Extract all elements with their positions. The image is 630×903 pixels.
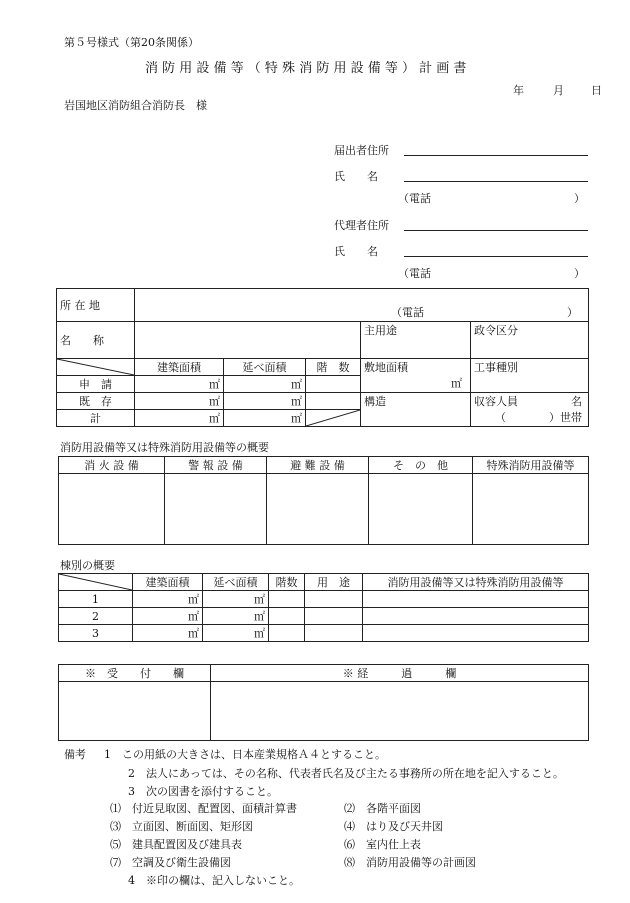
progress-field	[211, 682, 589, 741]
date-day-label: 日	[591, 84, 602, 97]
row-label-application: 申 請	[57, 376, 135, 393]
existing-floors[interactable]	[306, 393, 361, 410]
row-label-total: 計	[57, 410, 135, 427]
application-floors[interactable]	[306, 376, 361, 393]
col-floors: 階 数	[306, 359, 361, 376]
other-field[interactable]	[369, 474, 473, 545]
special-equipment-field[interactable]	[473, 474, 589, 545]
application-floor-area[interactable]: ㎡	[224, 376, 306, 393]
detail-row-label: 2	[59, 608, 133, 625]
district-label: 政令区分	[471, 322, 589, 359]
col-evacuation: 避 難 設 備	[267, 457, 369, 474]
date-year-label: 年	[513, 84, 524, 97]
note-item: 2 法人にあっては、その名称、代表者氏名及び主たる事務所の所在地を記入すること。	[128, 767, 564, 780]
detail-col-floor-area: 延べ面積	[203, 574, 269, 591]
application-building-area[interactable]: ㎡	[135, 376, 224, 393]
attachment-item: ⑹ 室内仕上表	[344, 838, 421, 851]
construction-type-label: 工事種別	[471, 359, 589, 393]
col-floor-area: 延べ面積	[224, 359, 306, 376]
households-open: （	[495, 411, 506, 424]
detail-floors[interactable]	[269, 591, 305, 608]
location-phone-close: ）	[567, 306, 579, 319]
equipment-heading: 消防用設備等又は特殊消防用設備等の概要	[60, 441, 269, 454]
detail-floors[interactable]	[269, 625, 305, 642]
agent-address-label: 代理者住所	[334, 219, 389, 232]
location-phone-label: （電話	[391, 306, 424, 319]
applicant-phone-label: （電話	[398, 192, 431, 205]
agent-name-label: 氏 名	[334, 245, 378, 258]
detail-floor-area[interactable]: ㎡	[203, 591, 269, 608]
detail-floor-area[interactable]: ㎡	[203, 625, 269, 642]
site-area-cell[interactable]	[361, 359, 471, 393]
capacity-label: 収容人員	[474, 395, 518, 408]
detail-use[interactable]	[305, 608, 363, 625]
households-close: ）世帯	[549, 411, 583, 424]
attachment-item: ⑴ 付近見取図、配置図、面積計算書	[110, 802, 297, 815]
detail-diagonal-cell	[59, 574, 133, 591]
capacity-cell[interactable]	[471, 393, 589, 427]
detail-row-label: 3	[59, 625, 133, 642]
office-use-table	[58, 664, 589, 741]
note-item: 3 次の図書を添付すること。	[128, 785, 278, 798]
attachment-item: ⑺ 空調及び衛生設備図	[110, 856, 231, 869]
detail-col-use: 用 途	[305, 574, 363, 591]
col-building-area: 建築面積	[135, 359, 224, 376]
detail-col-equipment: 消防用設備等又は特殊消防用設備等	[363, 574, 589, 591]
location-field[interactable]	[135, 289, 589, 322]
notes-label: 備考	[64, 748, 86, 761]
applicant-name-label: 氏 名	[334, 170, 378, 183]
detail-row-label: 1	[59, 591, 133, 608]
note-item: 4 ※印の欄は、記入しないこと。	[128, 874, 300, 887]
applicant-address-field[interactable]	[404, 155, 588, 156]
form-number: 第５号様式（第20条関係）	[64, 36, 199, 49]
total-floors-diagonal	[306, 410, 361, 427]
structure-label: 構造	[361, 393, 471, 427]
detail-floor-area[interactable]: ㎡	[203, 608, 269, 625]
facility-name-label: 名 称	[57, 322, 135, 359]
detail-equipment[interactable]	[363, 625, 589, 642]
col-alarm: 警 報 設 備	[165, 457, 267, 474]
applicant-name-field[interactable]	[404, 181, 588, 182]
note-item: 1 この用紙の大きさは、日本産業規格Ａ４とすること。	[104, 748, 386, 761]
attachment-item: ⑷ はり及び天井図	[344, 820, 443, 833]
detail-col-building-area: 建築面積	[133, 574, 203, 591]
existing-building-area[interactable]: ㎡	[135, 393, 224, 410]
total-floor-area[interactable]: ㎡	[224, 410, 306, 427]
applicant-phone-close: ）	[574, 192, 585, 205]
detail-floors[interactable]	[269, 608, 305, 625]
receipt-field	[59, 682, 211, 741]
building-info-table	[56, 288, 589, 427]
capacity-unit: 名	[571, 395, 583, 408]
fire-extinguishing-field[interactable]	[59, 474, 165, 545]
evacuation-field[interactable]	[267, 474, 369, 545]
progress-column-header: ※ 経 過 欄	[211, 665, 589, 682]
existing-floor-area[interactable]: ㎡	[224, 393, 306, 410]
applicant-address-label: 届出者住所	[334, 144, 389, 157]
building-detail-table	[58, 573, 589, 642]
page-title: 消 防 用 設 備 等 （ 特 殊 消 防 用 設 備 等 ） 計 画 書	[145, 61, 467, 76]
col-other: そ の 他	[369, 457, 473, 474]
agent-address-field[interactable]	[404, 230, 588, 231]
diagonal-line	[57, 359, 134, 375]
site-area-label: 敷地面積	[364, 361, 408, 374]
diagonal-line	[306, 410, 360, 426]
alarm-field[interactable]	[165, 474, 267, 545]
detail-equipment[interactable]	[363, 591, 589, 608]
detail-use[interactable]	[305, 625, 363, 642]
diagonal-line	[59, 574, 132, 590]
total-building-area[interactable]: ㎡	[135, 410, 224, 427]
addressee: 岩国地区消防組合消防長 様	[64, 99, 207, 112]
date-month-label: 月	[553, 84, 564, 97]
attachment-item: ⑸ 建具配置図及び建具表	[110, 838, 242, 851]
agent-phone-close: ）	[574, 267, 585, 280]
row-label-existing: 既 存	[57, 393, 135, 410]
detail-building-area[interactable]: ㎡	[133, 608, 203, 625]
detail-building-area[interactable]: ㎡	[133, 625, 203, 642]
site-area-unit: ㎡	[451, 377, 462, 390]
receipt-column-header: ※ 受 付 欄	[59, 665, 211, 682]
agent-phone-label: （電話	[398, 267, 431, 280]
agent-name-field[interactable]	[404, 256, 588, 257]
main-use-label: 主用途	[361, 322, 471, 359]
attachment-item: ⑻ 消防用設備等の計画図	[344, 856, 476, 869]
equipment-table	[58, 456, 589, 545]
facility-name-field[interactable]	[135, 322, 361, 359]
detail-col-floors: 階数	[269, 574, 305, 591]
detail-building-area[interactable]: ㎡	[133, 591, 203, 608]
building-detail-heading: 棟別の概要	[60, 559, 115, 572]
diagonal-header-cell	[57, 359, 135, 376]
col-special-equipment: 特殊消防用設備等	[473, 457, 589, 474]
attachment-item: ⑵ 各階平面図	[344, 802, 421, 815]
col-fire-extinguishing: 消 火 設 備	[59, 457, 165, 474]
attachment-item: ⑶ 立面図、断面図、矩形図	[110, 820, 253, 833]
detail-equipment[interactable]	[363, 608, 589, 625]
detail-use[interactable]	[305, 591, 363, 608]
location-label: 所 在 地	[57, 289, 135, 322]
